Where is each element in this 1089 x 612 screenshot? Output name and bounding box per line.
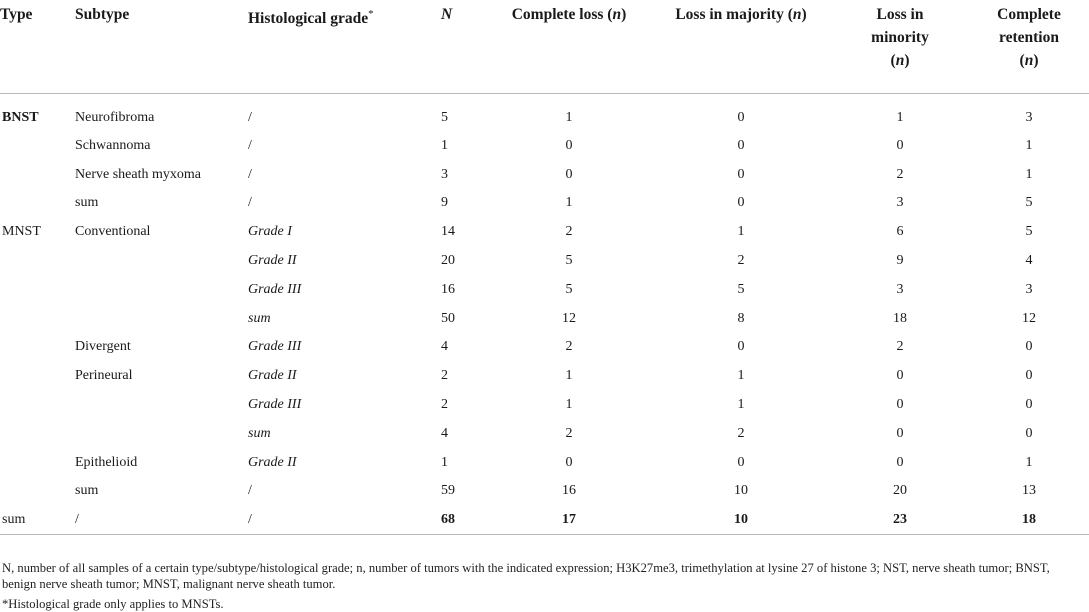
loss-majority-cell: 0 <box>737 339 745 355</box>
retention-cell: 1 <box>1025 137 1033 153</box>
subtype-cell: Epithelioid <box>75 454 138 470</box>
subtype-cell <box>75 419 248 448</box>
retention-cell: 0 <box>1025 425 1033 441</box>
complete-loss-cell: 1 <box>565 109 573 125</box>
loss-majority-cell: 1 <box>737 368 745 384</box>
subtype-cell: / <box>75 512 79 527</box>
grade-cell: Grade II <box>248 454 297 470</box>
loss-majority-cell: 0 <box>737 454 745 470</box>
n-cell: 3 <box>441 166 448 182</box>
table-row <box>0 506 1089 535</box>
type-cell: BNST <box>2 109 39 125</box>
table-row <box>0 160 1089 189</box>
loss-minority-cell: 0 <box>896 368 904 384</box>
n-cell: 1 <box>441 454 448 470</box>
retention-cell: 12 <box>1022 310 1036 326</box>
type-cell <box>0 333 75 362</box>
retention-cell: 0 <box>1025 368 1033 384</box>
loss-minority-cell: 20 <box>893 483 907 499</box>
type-cell: MNST <box>2 224 41 240</box>
subtype-cell <box>75 247 248 276</box>
header-type: Type <box>0 6 33 23</box>
loss-majority-cell: 10 <box>734 512 748 527</box>
complete-loss-cell: 1 <box>565 397 573 413</box>
type-cell <box>0 391 75 420</box>
subtype-cell <box>75 304 248 333</box>
n-cell: 50 <box>441 310 455 326</box>
table-row <box>0 189 1089 218</box>
loss-minority-cell: 18 <box>893 310 907 326</box>
table-footnotes <box>2 560 1084 612</box>
header-n-total: N <box>441 6 453 23</box>
subtype-cell: sum <box>75 195 99 211</box>
type-cell <box>0 275 75 304</box>
header-loss-minority: Loss in minority (n) <box>871 6 929 69</box>
subtype-cell: Nerve sheath myxoma <box>75 166 201 182</box>
retention-cell: 5 <box>1025 224 1033 240</box>
header-subtype: Subtype <box>75 6 130 23</box>
loss-minority-cell: 3 <box>896 195 904 211</box>
n-cell: 14 <box>441 224 455 240</box>
type-cell: sum <box>2 512 26 527</box>
retention-cell: 0 <box>1025 397 1033 413</box>
grade-footnote: *Histological grade only applies to MNSTs. <box>2 597 224 611</box>
n-cell: 4 <box>441 425 448 441</box>
grade-cell: / <box>248 166 252 182</box>
table-row <box>0 391 1089 420</box>
loss-majority-cell: 5 <box>737 281 745 297</box>
retention-cell: 18 <box>1022 512 1036 527</box>
retention-cell: 5 <box>1025 195 1033 211</box>
type-cell <box>0 362 75 391</box>
loss-minority-cell: 2 <box>896 166 904 182</box>
table-row <box>0 94 1089 132</box>
subtype-cell: Conventional <box>75 224 151 240</box>
table-row <box>0 333 1089 362</box>
type-cell <box>0 304 75 333</box>
n-cell: 16 <box>441 281 455 297</box>
grade-cell: / <box>248 512 252 527</box>
table-row <box>0 448 1089 477</box>
type-cell <box>0 247 75 276</box>
table-row <box>0 477 1089 506</box>
retention-cell: 4 <box>1025 253 1033 269</box>
n-cell: 4 <box>441 339 448 355</box>
abbreviation-footnote: N, number of all samples of a certain type/subtype/histological grade; n, number of tumors with the indicated expression; H3K27me3, trimethylation at lysine 27 of histone 3; NST, nerve sheath tumor; BNST, benign nerve sheath tumor; MNST, malignant nerve sheath tumor. <box>2 561 1050 591</box>
grade-cell: Grade III <box>248 397 302 413</box>
complete-loss-cell: 5 <box>565 253 573 269</box>
complete-loss-cell: 2 <box>565 224 573 240</box>
loss-majority-cell: 1 <box>737 397 745 413</box>
loss-minority-cell: 0 <box>896 397 904 413</box>
loss-minority-cell: 2 <box>896 339 904 355</box>
table-row <box>0 132 1089 161</box>
type-cell <box>0 132 75 161</box>
table-row <box>0 362 1089 391</box>
loss-majority-cell: 0 <box>737 137 745 153</box>
subtype-cell: sum <box>75 483 99 499</box>
header-row <box>0 0 1089 94</box>
grade-cell: / <box>248 195 252 211</box>
loss-majority-cell: 10 <box>734 483 748 499</box>
header-loss-majority: Loss in majority (n) <box>675 6 807 23</box>
n-cell: 1 <box>441 137 448 153</box>
grade-cell: Grade II <box>248 253 297 269</box>
complete-loss-cell: 16 <box>562 483 576 499</box>
loss-majority-cell: 0 <box>737 195 745 211</box>
grade-cell: sum <box>248 425 271 441</box>
table-body <box>0 94 1089 535</box>
n-cell: 2 <box>441 397 448 413</box>
loss-majority-cell: 1 <box>737 224 745 240</box>
retention-cell: 1 <box>1025 166 1033 182</box>
loss-minority-cell: 0 <box>896 425 904 441</box>
n-cell: 9 <box>441 195 448 211</box>
loss-majority-cell: 2 <box>737 425 745 441</box>
loss-minority-cell: 0 <box>896 454 904 470</box>
loss-majority-cell: 8 <box>737 310 745 326</box>
grade-cell: / <box>248 483 252 499</box>
grade-cell: Grade III <box>248 339 302 355</box>
subtype-cell: Divergent <box>75 339 131 355</box>
complete-loss-cell: 1 <box>565 195 573 211</box>
retention-cell: 3 <box>1025 281 1033 297</box>
header-complete-retention: Complete retention (n) <box>997 6 1061 69</box>
loss-majority-cell: 0 <box>737 166 745 182</box>
header-histological-grade: Histological grade* <box>248 8 374 28</box>
grade-cell: / <box>248 137 252 153</box>
grade-cell: / <box>248 109 252 125</box>
retention-cell: 3 <box>1025 109 1033 125</box>
loss-minority-cell: 23 <box>893 512 907 527</box>
type-cell <box>0 419 75 448</box>
grade-cell: Grade II <box>248 368 297 384</box>
complete-loss-cell: 2 <box>565 425 573 441</box>
loss-minority-cell: 3 <box>896 281 904 297</box>
table-row <box>0 419 1089 448</box>
grade-cell: Grade III <box>248 281 302 297</box>
loss-minority-cell: 0 <box>896 137 904 153</box>
subtype-cell: Schwannoma <box>75 137 151 153</box>
type-cell <box>0 477 75 506</box>
complete-loss-cell: 17 <box>562 512 576 527</box>
grade-cell: sum <box>248 310 271 326</box>
loss-minority-cell: 6 <box>896 224 904 240</box>
table-row <box>0 247 1089 276</box>
complete-loss-cell: 1 <box>565 368 573 384</box>
n-cell: 2 <box>441 368 448 384</box>
retention-cell: 13 <box>1022 483 1036 499</box>
subtype-cell: Neurofibroma <box>75 109 155 125</box>
n-cell: 68 <box>441 512 455 527</box>
retention-cell: 0 <box>1025 339 1033 355</box>
complete-loss-cell: 2 <box>565 339 573 355</box>
complete-loss-cell: 5 <box>565 281 573 297</box>
n-cell: 20 <box>441 253 455 269</box>
complete-loss-cell: 12 <box>562 310 576 326</box>
table-row <box>0 218 1089 247</box>
loss-minority-cell: 9 <box>896 253 904 269</box>
type-cell <box>0 189 75 218</box>
complete-loss-cell: 0 <box>565 166 573 182</box>
grade-cell: Grade I <box>248 224 292 240</box>
subtype-cell <box>75 391 248 420</box>
retention-cell: 1 <box>1025 454 1033 470</box>
subtype-cell <box>75 275 248 304</box>
loss-majority-cell: 0 <box>737 109 745 125</box>
complete-loss-cell: 0 <box>565 137 573 153</box>
header-complete-loss: Complete loss (n) <box>511 6 627 23</box>
n-cell: 5 <box>441 109 448 125</box>
loss-majority-cell: 2 <box>737 253 745 269</box>
subtype-cell: Perineural <box>75 368 133 384</box>
type-cell <box>0 448 75 477</box>
table-row <box>0 304 1089 333</box>
type-cell <box>0 160 75 189</box>
complete-loss-cell: 0 <box>565 454 573 470</box>
loss-minority-cell: 1 <box>896 109 904 125</box>
table-row <box>0 275 1089 304</box>
n-cell: 59 <box>441 483 455 499</box>
